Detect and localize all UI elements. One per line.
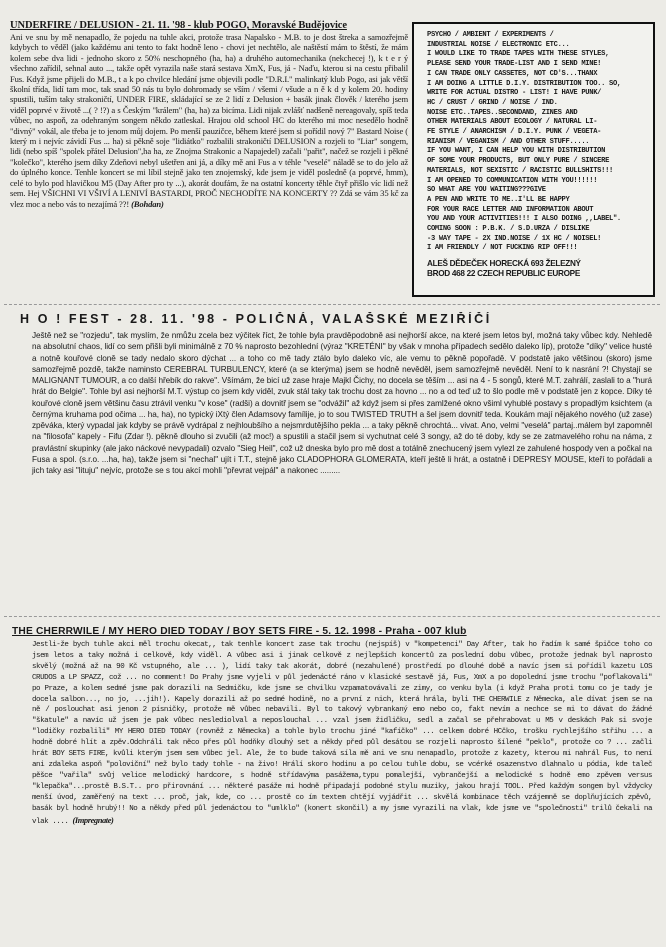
- ad-line: I AM OPENED TO COMMUNICATION WITH YOU!!!!!!: [427, 176, 598, 185]
- divider: [4, 616, 660, 617]
- ad-lines: [427, 31, 645, 254]
- ad-line: OTHER MATERIALS ABOUT ECOLOGY / NATURAL LI-: [427, 118, 598, 127]
- ad-line: SO WHAT ARE YOU WAITING???GIVE: [427, 186, 546, 195]
- article-body: Ještě než se "rozjedu", tak myslím, že nmůžu zcela bez výčitek říct, že tohle byla pravděpodobně asi nejhorší akce, na které jsem letos byl, možná taky vůbec kdy. Nehledě na absolutní chaos, lidí co sem přišli byli minimálně z 70 % naprosto bezohlední (výraz "KRETÉNI" by však v mnoha případech sedělo daleko líp), protože "díky" velice husté a notně kouřové cloně se tady nedalo skoro dýchat ... a toho co mě tady ztálo bylo daleko víc, ale vemu to pěkně popořadě. V podstatě jako většinou (skoro) jsme samozřejmě pozdě, takže naminsto CEREBRAL TURBULENCY, které (a se kterýma) jsem se hodně nevěděl, jsem samozřejmě nevěděl. Není to k nasrání ?! Chystají se MALIGNANT TUMOUR, a co další hřebík do rakve". Všímám, že bicí už zase hraje Majkl Čichy, no docela se těším ... asi na 4 - 5 songů, které M.T. zahrálí, zaslali to a "hurá hrát do Belgie". Tohle byl asi nejhorší M.T. výstup co jsem kdy viděl, zvuk stál taky tak trochu dost za hovno ... no a od teď už to šlo podle mě v podstatě jen z kopce. Díky té kouřové cloně jsem většinu času ztrávil venku "v kose" (radši) a dovnitř jsem se "odvážil" až když jsem si přes zamlžené okno všiml vyhublé postavy s propadlým ksichtem (a černýma kruhama pod očima ... ha, ha), no typický iXtý člen Adamsovy famílije, jo to sou TWISTED TRUTH a šel jsem dovnitř teda. Koukám mají nějakého nového (už zase) zpěváka, který vypadal jak kdyby se právě vydrápal z nejhloubšího a nejsmrdutějšího pekla ... a taky pěkně chrochtá... vivat. Ano, velmi "veselá" partaj..málem byl zapomněl na "filosofa" kapely - Fifu (Zdar !). pěkně dlouho si zvučili (až moc!) a spustili a stačil jsem si vychutnat celé 3 songy, až do té doby, kdy se ze zatmavelého rohu na náma, z pravlástní skupinky (ale jako náckové nevypadali) ozvalo "Sieg Heil", což už dneska bylo pro mě dost a totálně znechucený jsem vylezl ze zahulené hospody ven a počkal na Fusa a spol. (s.r.o. ...ha, ha), takže jsem si "nechal" ujít i T.T., stejně jako CLADOPHORA GLOMERATA, kteří ještě li hrát, a ostatně i DEPRESY MOUSE, kteří to pořádali a jich taky asi "lituju" nejvíc, protože se s tou akcí mohli "převrat vejpál" a nakonec .........: [32, 331, 652, 475]
- article-cherrwile: [8, 626, 658, 926]
- ad-line: I WOULD LIKE TO TRADE TAPES WITH THESE STYLES,: [427, 50, 610, 59]
- ad-line: YOU AND YOUR ACTIVITIES!!! I ALSO DOING ,,LABEL".: [427, 215, 621, 224]
- article-heading: THE CHERRWILE / MY HERO DIED TODAY / BOY SETS FIRE - 5. 12. 1998 - Praha - 007 klub: [12, 626, 467, 637]
- article-body: [10, 32, 408, 209]
- article-signature: (Bohdan): [131, 198, 164, 209]
- article-underfire-delusion: [10, 20, 408, 298]
- ad-line: I CAN TRADE ONLY CASSETES, NOT CD'S...THANX: [427, 69, 598, 78]
- ad-line: IF YOU WANT, I CAN HELP YOU WITH DISTRIBUTION: [427, 147, 606, 156]
- ad-line: -3 WAY TAPE - 2X IND.NOISE / 1X HC / NOISEL!: [427, 234, 602, 243]
- ad-line: RIANISM / VEGANISM / AND OTHER STUFF.....: [427, 137, 590, 146]
- ad-line: MATERIALS, NOT SEXISTIC / RACISTIC BULLSHITS!!!: [427, 166, 613, 175]
- article-heading: H O ! FEST - 28. 11. '98 - POLIČNÁ, VALAŠSKÉ MEZIŘÍČÍ: [20, 312, 492, 326]
- ad-line: FOR YOUR RACE LETTER AND INFORMATION ABOUT: [427, 205, 594, 214]
- article-text: Ani ve snu by mě nenapadlo, že pojedu na tuhle akci, protože trasa Napalsko - M.B. to je dost štreka a samozřejmě kdybych to věděl (jako každému ani tento to fakt hodně leno - chovi jet nechtělo, ale naštěstí mám to štěstí, že mám kolem sebe dva lidi - jednoho skoro z 50% neschopného (ha, ha) a druhého automechanika (nekchecej !), k t e r ý všechno zařídil, sehnal auto ..., takže opět vyrazila naše stará sestava XmX, Fus, já - Naďu, kterou si na cestu přibalil Fus. Když jsme přijeli do M.B., t a k po chvilce hledání jsme objevili podle "D.R.I." malinkatý klub Pogo, asi jak větší školní třída, lidí tam moc, tak snad 50 nás tu bylo dohromady se vším / všemi / všude a n ě k d y kolem 20. hodiny spustili, tuším taky strakoničtí, UNDER FIRE, skládající se ze 2 lidí z Delusion + basák jinak člověk / kterého jsem viděl poprvé v životě ...( ? !?) a s Českým "králem" (ha, ha) za bicíma. Lidi nijak zvlášť nadšeně nereagovaly, spíš teda vůbec, no aspoň, za odehraným songem někdo zatleskal. Hrajou old school HC do kterého mi moc nesedělo hodně "divný" vokál, ale třeba je to jenom můj dojem. Po menší pauzičce, během které jsem si pořídil nový 7" Bastard Noise ( který m i nejvíc závidí Fus ... ha) si pěkně soje "lidiátko" rozbalili strakoničtí DELUSION a rozjeli to "Liar" songem, lidi (nebo spíš "spolek přátel Delusion",ha ha, ze Znojma Strakonic a Napajedel) začali "pařit", načež se rozjeli i pěkné "kolečko", kterého jsem díky Zdeňovi nebyl ušetřen ani já, a díky mě ani Fus a v téhle "veselé" náladě se to do jelo až do úplného konce. Tenhle koncert se mi líbil stejně jako ten znojemský, kde jsem je viděl posledně (a poprvé, hmm), celé to bylo pod hlavičkou M5 (Day After pro ty ...), akorát doufám, že na ostatní koncerty těhle čtyř přišlo víc lidí než sem. Hej VŠICHNI VI VŠIVÍ A LENIVÍ BASTARDI, PROČ NECHODÍTE NA KONCERTY ?? Zdá se vám 35 kč za vlez moc a nebo vás to nezajímá ??!: [10, 32, 408, 209]
- ad-line: HC / CRUST / GRIND / NOISE / IND.: [427, 98, 558, 107]
- article-body: [32, 640, 652, 827]
- ad-address-1: ALEŠ DĚDEČEK HORECKÁ 693 ŽELEZNÝ: [427, 259, 581, 269]
- article-text: Jestli-že bych tuhle akci měl trochu okecat,, tak tenhle koncert zase tak trochu (nejspíš) v "kompetenci" Day After, tak ho řadím k samé špičce toho co jsem letos a taky možná i celkově, kdy viděl. A vůbec asi i jinak celkově z nejlepších koncertů za poslední dobu vůbec, protože jednak byl naprosto skvělý (možná až na 90 Kč vstupného, ale ... ), lidí taky tak akorát, dobré (nezahulené) prostředí po dlouhé době a navíc jsem si pořídil kazetu LOS CRUDOS a LP SPAZZ, což ... no comment! Do Prahy jsme vyjeli v půl jedenácté ráno v klasické sestavě já, Fus, XmX a po dopolední jsme trochu "poflakovali" po Praze, a kolem sedmé jsme pak dorazili na Sedmičku, kde jsme se chvilku vzpamatovávali ze zimy, co venku byla (i když Praha proti tomu co je tady je docela salbon..., no jo, ...jih!). Kapely dorazili až po sedmé hodině, no a první z nich, která hrála, byli THE CHERWILE z Německa, ale dívat jsem se na ně / poslouchat asi jenom 2 písničky, protože mě vůbec nebavili. Byl to takový vybrankaný emo nebo co, fakt nevím a nechce se mi to dávat do žádné "škatule" a navíc už jsem je pak vůbec neslediolval a neposlouchal ... vzal jsem židličku, sedl a začal se přehrabovat u M5 v deskách Pak si svoje "lodičky rozbalili" MY HERO DIED TODAY (rovněž z Německa) a tohle bylo trochu jiné "kafíčko" ... celkem dobré HCčko, trošku rychlejšího střihu ... a hodně dobré hlít a zpěv.Odchráli tak něco přes půl hodňky dlouhý set a někdy před půl desátou se rozjeli naprosto šílené "peklo", protože co ? ... začli hrát BOY SETS FIRE, kvůli kterým jsem sem vůbec jel. Ale, že to bude taková síla mě ani ve snu nenapadlo, protože z kazety, kterou mi nahrál Fus, to není ani zdaleka aspoň "poloviční" než bylo tady tohle - na živo! Hrálí skoro hodinu a po celou tuhle dobu, se vcérké osazenstvo dlahnalo u pódia, kde taleč pěšce "vařila" svůj velice melodický hardcore, s hodně střídavýma pasážema,typu pomalejší, vybrančejší a melodické s hodně emo zpěvem versus "klepačka"...prostě B.S.T.. pro přirovnání ... některé pasáže mi hodně připadají podobné stylu muziky, jakou hrají TOOL. Před každým songem byl vždycky menší úvod, zaměřený na text ... proč, jak, kde, co ... prostě co ím textem chtějí vyjádřit ... skvělá kombinace těch vzájemně se doplňujících zpěvů, basák byl hodně hrubý!! No a někdy před půl jedenáctou to "umlklo" (konert skončil) a my jsme vyrazili na vlak, kde jsme ve "společnosti" trilů čekali na vlak ....: [32, 641, 652, 826]
- ad-address-2: BROD 468 22 CZECH REPUBLIC EUROPE: [427, 269, 580, 279]
- divider: [4, 304, 660, 305]
- ad-line: NOISE ETC..TAPES..SECONDAND, ZINES AND: [427, 108, 578, 117]
- ad-line: INDUSTRIAL NOISE / ELECTRONIC ETC...: [427, 40, 570, 49]
- article-ho-fest: [8, 312, 656, 607]
- ad-line: FE STYLE / ANARCHISM / D.I.Y. PUNK / VEGETA-: [427, 128, 602, 137]
- ad-line: WRITE FOR ACTUAL DISTRO - LIST! I HAVE PUNK/: [427, 89, 602, 98]
- ad-line: PLEASE SEND YOUR TRADE-LIST AND I SEND MINE!: [427, 60, 602, 69]
- ad-line: OF SOME YOUR PRODUCTS, BUT ONLY PURE / SINCERE: [427, 157, 610, 166]
- article-heading: UNDERFIRE / DELUSION - 21. 11. '98 - klub POGO, Moravské Budějovice: [10, 20, 347, 31]
- ad-line: I AM FRIENDLY / NOT FUCKING RIP OFF!!!: [427, 244, 578, 253]
- ad-line: COMING SOON : P.B.K. / S.D.URZA / DISLIKE: [427, 225, 590, 234]
- ad-line: I AM DOING A LITTLE D.I.Y. DISTRIBUTION TOO.. SO,: [427, 79, 621, 88]
- ad-line: A PEN AND WRITE TO ME..I'LL BE HAPPY: [427, 195, 570, 204]
- ad-box: [412, 22, 655, 297]
- ad-line: PSYCHO / AMBIENT / EXPERIMENTS /: [427, 31, 554, 39]
- article-signature: (Impregnate): [72, 814, 114, 825]
